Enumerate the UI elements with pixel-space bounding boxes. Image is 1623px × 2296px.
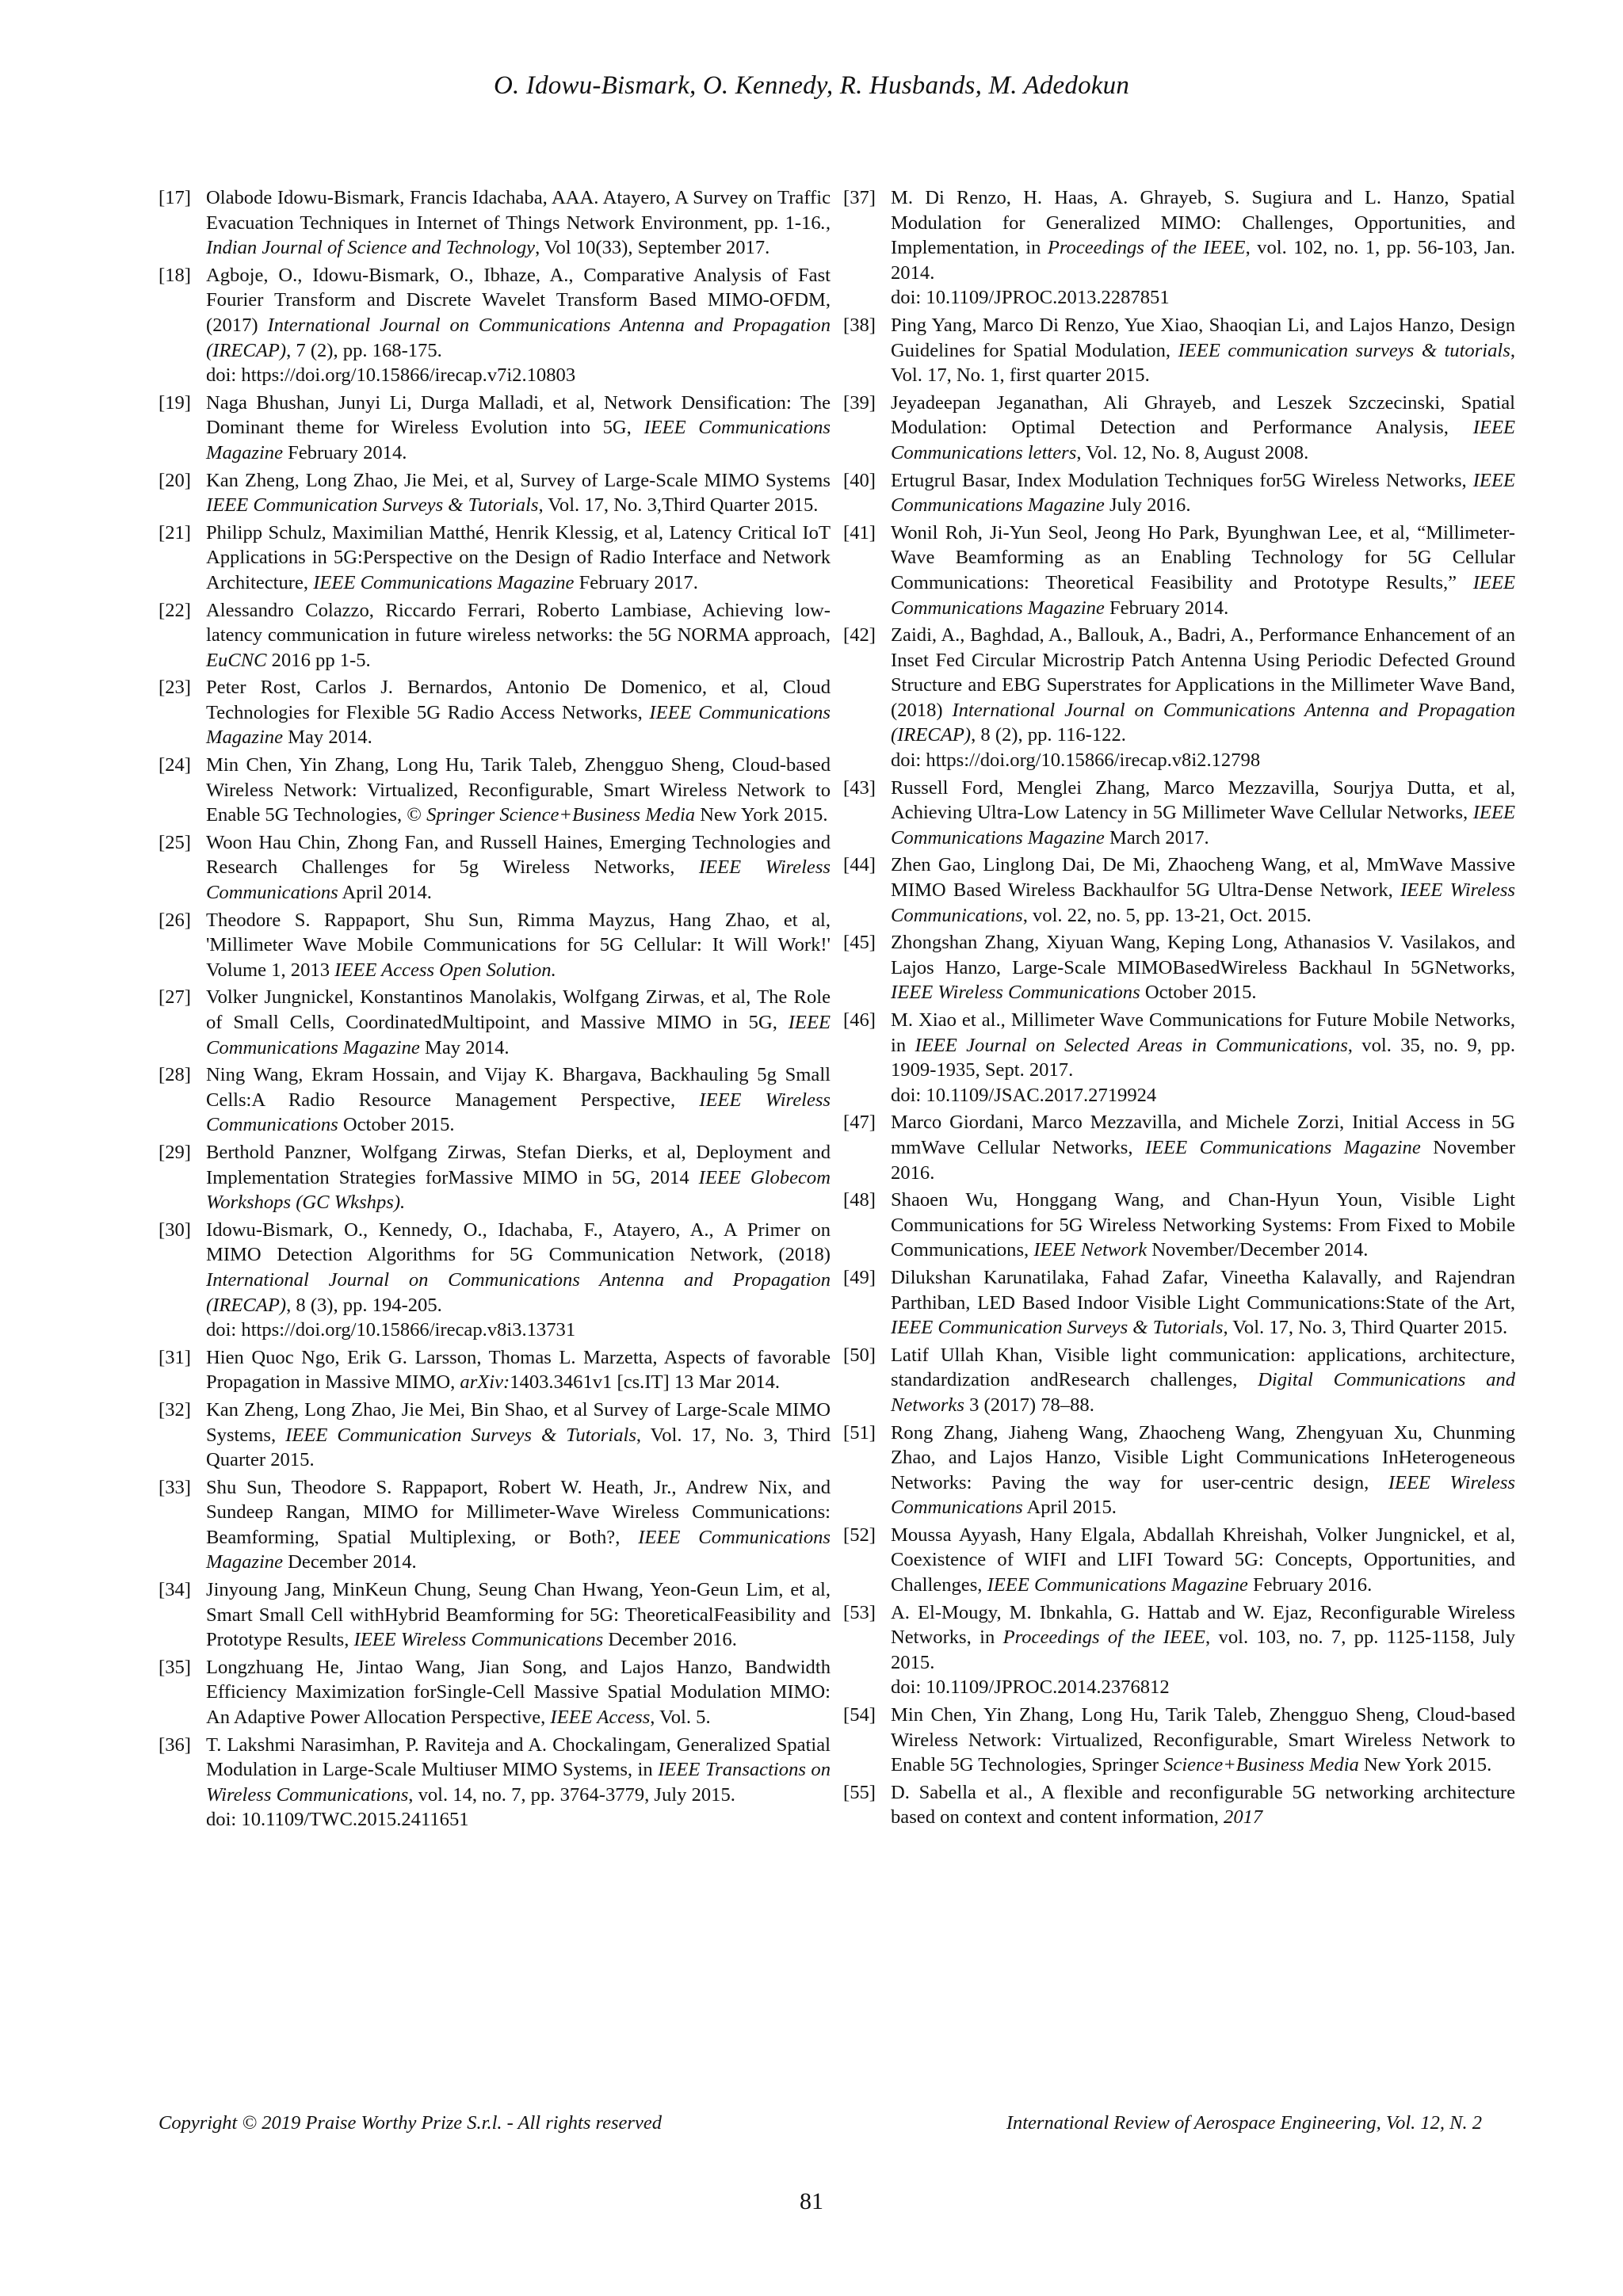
reference-segment: Ning Wang, Ekram Hossain, and Vijay K. Bhargava, Backhauling 5g Small Cells:A Radio Resource Management Perspective, bbox=[206, 1064, 831, 1111]
reference-segment: Volker Jungnickel, Konstantinos Manolakis, Wolfgang Zirwas, et al, The Role of Small Cells, CoordinatedMultipoint, and Massive MIMO in 5G, bbox=[206, 986, 831, 1033]
reference-venue: ., Indian Journal of Science and Technology bbox=[206, 212, 831, 259]
reference-segment: , vol. 22, no. 5, pp. 13-21, Oct. 2015. bbox=[1022, 904, 1312, 926]
reference-number: [44] bbox=[843, 854, 876, 876]
reference-entry bbox=[158, 830, 831, 906]
reference-segment: D. Sabella et al., A flexible and reconfigurable 5G networking architecture based on context and content information, bbox=[891, 1781, 1515, 1829]
reference-entry bbox=[843, 185, 1515, 311]
reference-segment: New York 2015. bbox=[1358, 1754, 1492, 1776]
reference-text bbox=[891, 1523, 1515, 1598]
reference-doi: doi: https://doi.org/10.15866/irecap.v7i2.10803 bbox=[206, 364, 576, 387]
reference-entry bbox=[843, 1008, 1515, 1108]
reference-number: [45] bbox=[843, 932, 876, 954]
reference-entry bbox=[843, 1523, 1515, 1598]
reference-venue: IEEE Communication Surveys & Tutorials bbox=[285, 1424, 636, 1446]
references-left-column bbox=[158, 185, 831, 1835]
reference-venue: IEEE Access bbox=[550, 1707, 651, 1729]
reference-text bbox=[206, 391, 831, 466]
reference-entry bbox=[843, 623, 1515, 773]
reference-number: [19] bbox=[158, 391, 191, 414]
reference-text bbox=[206, 1140, 831, 1215]
reference-number: [36] bbox=[158, 1733, 191, 1756]
reference-text bbox=[206, 598, 831, 673]
reference-entry bbox=[843, 1600, 1515, 1700]
reference-venue: Science+Business Media bbox=[1163, 1754, 1359, 1776]
reference-segment: , 8 (3), pp. 194-205. bbox=[286, 1294, 442, 1316]
reference-entry bbox=[158, 598, 831, 673]
reference-number: [43] bbox=[843, 776, 876, 799]
footer-copyright: Copyright © 2019 Praise Worthy Prize S.r.l. - All rights reserved bbox=[158, 2112, 662, 2134]
reference-segment: Rong Zhang, Jiaheng Wang, Zhaocheng Wang, Zhengyuan Xu, Chunming Zhao, and Lajos Hanzo, Visible Light Communications InHeterogeneous Networks: Paving the way for user-centric design, bbox=[891, 1421, 1515, 1493]
reference-entry bbox=[843, 313, 1515, 388]
reference-segment: February 2017. bbox=[574, 571, 698, 593]
reference-text bbox=[206, 1345, 831, 1395]
reference-entry bbox=[843, 468, 1515, 518]
reference-segment: Hien Quoc Ngo, Erik G. Larsson, Thomas L. Marzetta, Aspects of favorable Propagation in Massive MIMO, bbox=[206, 1346, 831, 1394]
reference-segment: Moussa Ayyash, Hany Elgala, Abdallah Khreishah, Volker Jungnickel, et al, Coexistence of WIFI and LIFI Toward 5G: Concepts, Opportunities, and Challenges, bbox=[891, 1524, 1515, 1596]
reference-text bbox=[206, 985, 831, 1060]
reference-text bbox=[206, 1475, 831, 1575]
reference-number: [46] bbox=[843, 1009, 876, 1031]
reference-text bbox=[206, 1062, 831, 1138]
reference-entry bbox=[843, 1421, 1515, 1520]
reference-text bbox=[206, 830, 831, 906]
reference-entry bbox=[843, 1265, 1515, 1341]
reference-segment: Longzhuang He, Jintao Wang, Jian Song, and Lajos Hanzo, Bandwidth Efficiency Maximization forSingle-Cell Massive Spatial Modulation MIMO: An Adaptive Power Allocation Perspective, bbox=[206, 1656, 831, 1729]
reference-number: [29] bbox=[158, 1141, 191, 1163]
reference-venue: IEEE Communications Magazine bbox=[987, 1574, 1248, 1596]
reference-text bbox=[206, 521, 831, 596]
reference-venue: International Journal on Communications Antenna and Propagation (IRECAP) bbox=[206, 314, 831, 361]
reference-entry bbox=[158, 1398, 831, 1473]
reference-text bbox=[206, 1218, 831, 1343]
reference-number: [49] bbox=[843, 1266, 876, 1288]
reference-text bbox=[891, 391, 1515, 466]
reference-segment: October 2015. bbox=[338, 1114, 455, 1136]
reference-number: [55] bbox=[843, 1781, 876, 1803]
reference-text bbox=[891, 1421, 1515, 1520]
reference-segment: , vol. 35, no. 9, pp. 1909-1935, Sept. 2017. bbox=[891, 1034, 1516, 1081]
reference-segment: Olabode Idowu-Bismark, Francis Idachaba, AAA. Atayero, A Survey on Traffic Evacuation Techniques in Internet of Things Network Environment, pp. 1-16 bbox=[206, 187, 831, 234]
reference-number: [17] bbox=[158, 187, 191, 208]
reference-segment: Ertugrul Basar, Index Modulation Techniques for5G Wireless Networks, bbox=[891, 469, 1473, 491]
reference-venue: IEEE Wireless Communications bbox=[891, 982, 1140, 1004]
reference-segment: November/December 2014. bbox=[1147, 1239, 1369, 1261]
reference-segment: Theodore S. Rappaport, Shu Sun, Rimma Mayzus, Hang Zhao, et al, 'Millimeter Wave Mobile Communications for 5G Cellular: It Will Work!' Volume 1, 2013 bbox=[206, 909, 831, 981]
reference-segment: 3 (2017) 78–88. bbox=[964, 1394, 1094, 1416]
reference-entry bbox=[843, 521, 1515, 620]
reference-segment: July 2016. bbox=[1104, 494, 1191, 517]
reference-venue: IEEE Globecom Workshops (GC Wkshps). bbox=[206, 1166, 831, 1214]
reference-segment: Shu Sun, Theodore S. Rappaport, Robert W. Heath, Jr., Andrew Nix, and Sundeep Rangan, MIMO for Millimeter-Wave Wireless Communications: Beamforming, Spatial Multiplexing, or Both?, bbox=[206, 1476, 831, 1548]
reference-segment: Kan Zheng, Long Zhao, Jie Mei, et al, Survey of Large-Scale MIMO Systems bbox=[206, 469, 831, 491]
reference-segment: Philipp Schulz, Maximilian Matthé, Henrik Klessig, et al, Latency Critical IoT Applications in 5G:Perspective on the Design of Radio Interface and Network Architecture, bbox=[206, 521, 831, 593]
reference-number: [42] bbox=[843, 624, 876, 646]
reference-segment: Alessandro Colazzo, Riccardo Ferrari, Roberto Lambiase, Achieving low-latency communication in future wireless networks: the 5G NORMA approach, bbox=[206, 599, 831, 646]
reference-venue: International Journal on Communications Antenna and Propagation (IRECAP) bbox=[891, 699, 1516, 746]
reference-number: [47] bbox=[843, 1112, 876, 1134]
reference-segment: M. Di Renzo, H. Haas, A. Ghrayeb, S. Sugiura and L. Hanzo, Spatial Modulation for Generalized MIMO: Challenges, Opportunities, and Implementation, in bbox=[891, 187, 1515, 259]
reference-entry bbox=[158, 1062, 831, 1138]
reference-segment: A. El-Mougy, M. Ibnkahla, G. Hattab and W. Ejaz, Reconfigurable Wireless Networks, in bbox=[891, 1601, 1515, 1649]
reference-segment: , Vol. 17, No. 1, first quarter 2015. bbox=[891, 339, 1515, 387]
reference-segment: December 2014. bbox=[283, 1551, 417, 1573]
reference-segment: Idowu-Bismark, O., Kennedy, O., Idachaba, F., Atayero, A., A Primer on MIMO Detection Algorithms for 5G Communication Network, (2018) bbox=[206, 1219, 831, 1266]
reference-text bbox=[891, 1008, 1515, 1108]
reference-entry bbox=[158, 1655, 831, 1730]
reference-segment: Jeyadeepan Jeganathan, Ali Ghrayeb, and Leszek Szczecinski, Spatial Modulation: Optimal Detection and Performance Analysis, bbox=[891, 391, 1515, 439]
reference-entry bbox=[158, 263, 831, 388]
reference-number: [52] bbox=[843, 1524, 876, 1546]
reference-doi: doi: 10.1109/TWC.2015.2411651 bbox=[206, 1809, 469, 1831]
reference-segment: Shaoen Wu, Honggang Wang, and Chan-Hyun Youn, Visible Light Communications for 5G Wireless Networking Systems: From Fixed to Mobile Communications, bbox=[891, 1189, 1515, 1261]
reference-doi: doi: 10.1109/JPROC.2014.2376812 bbox=[891, 1676, 1170, 1699]
reference-segment: , 8 (2), pp. 116-122. bbox=[971, 724, 1126, 746]
reference-entry bbox=[158, 675, 831, 750]
reference-number: [41] bbox=[843, 521, 876, 543]
reference-venue: IEEE Communications Magazine bbox=[891, 571, 1515, 619]
reference-doi: doi: 10.1109/JSAC.2017.2719924 bbox=[891, 1084, 1157, 1106]
reference-text bbox=[891, 930, 1515, 1005]
reference-number: [32] bbox=[158, 1398, 191, 1421]
reference-segment: , vol. 103, no. 7, pp. 1125-1158, July 2015. bbox=[891, 1627, 1515, 1673]
reference-number: [25] bbox=[158, 831, 191, 853]
reference-text bbox=[891, 313, 1515, 388]
reference-venue: IEEE Communications Magazine bbox=[206, 1526, 831, 1573]
reference-segment: April 2014. bbox=[338, 882, 432, 904]
reference-text bbox=[891, 1780, 1515, 1830]
reference-entry bbox=[158, 1218, 831, 1343]
reference-venue: IEEE Communications Magazine bbox=[1144, 1136, 1421, 1158]
reference-text bbox=[891, 852, 1515, 928]
reference-text bbox=[891, 1343, 1515, 1418]
reference-venue: IEEE Wireless Communications bbox=[206, 1089, 831, 1136]
reference-venue: EuCNC bbox=[206, 649, 267, 671]
reference-venue: IEEE Communication Surveys & Tutorials bbox=[206, 494, 539, 517]
reference-segment: Latif Ullah Khan, Visible light communication: applications, architecture, standardization andResearch challenges, bbox=[891, 1344, 1515, 1391]
reference-text bbox=[891, 468, 1515, 518]
reference-number: [38] bbox=[843, 314, 876, 336]
reference-number: [20] bbox=[158, 469, 191, 491]
reference-entry bbox=[158, 468, 831, 518]
reference-number: [33] bbox=[158, 1476, 191, 1498]
references-right-column bbox=[843, 185, 1515, 1833]
reference-segment: May 2014. bbox=[283, 727, 372, 749]
running-header: O. Idowu-Bismark, O. Kennedy, R. Husbands, M. Adedokun bbox=[493, 71, 1130, 100]
reference-number: [37] bbox=[843, 187, 876, 208]
reference-segment: Russell Ford, Menglei Zhang, Marco Mezzavilla, Sourjya Dutta, et al, Achieving Ultra-Low Latency in 5G Millimeter Wave Cellular Networks, bbox=[891, 776, 1515, 824]
reference-venue: International Journal on Communications Antenna and Propagation (IRECAP) bbox=[206, 1268, 831, 1316]
reference-segment: New York 2015. bbox=[695, 804, 828, 826]
reference-venue: Springer Science+Business Media bbox=[426, 804, 696, 826]
reference-entry bbox=[843, 1703, 1515, 1778]
reference-segment: Zaidi, A., Baghdad, A., Ballouk, A., Badri, A., Performance Enhancement of an Inset Fed Circular Microstrip Patch Antenna Using Periodic Defected Ground Structure and EBG Superstrates for Applications in the Millimeter Wave Band, (2018) bbox=[891, 624, 1515, 721]
reference-segment: Min Chen, Yin Zhang, Long Hu, Tarik Taleb, Zhengguo Sheng, Cloud-based Wireless Network: Virtualized, Reconfigurable, Smart Wireless Network to Enable 5G Technologies, © bbox=[206, 754, 831, 826]
reference-entry bbox=[843, 930, 1515, 1005]
reference-text bbox=[891, 185, 1515, 311]
reference-number: [24] bbox=[158, 754, 191, 776]
reference-number: [27] bbox=[158, 986, 191, 1009]
reference-venue: IEEE Wireless Communications bbox=[206, 856, 831, 904]
reference-text bbox=[891, 1265, 1515, 1341]
reference-number: [30] bbox=[158, 1219, 191, 1241]
reference-segment: November 2016. bbox=[891, 1136, 1516, 1184]
reference-segment: Jinyoung Jang, MinKeun Chung, Seung Chan Hwang, Yeon-Geun Lim, et al, Smart Small Cell withHybrid Beamforming for 5G: TheoreticalFeasibility and Prototype Results, bbox=[206, 1579, 831, 1651]
reference-segment: M. Xiao et al., Millimeter Wave Communications for Future Mobile Networks, in bbox=[891, 1009, 1515, 1056]
reference-venue: 2017 bbox=[1224, 1806, 1263, 1829]
reference-venue: IEEE Wireless Communications bbox=[891, 1471, 1515, 1519]
reference-text bbox=[206, 468, 831, 518]
reference-number: [35] bbox=[158, 1656, 191, 1678]
reference-venue: IEEE Communications Magazine bbox=[206, 1012, 831, 1058]
reference-segment: March 2017. bbox=[1104, 826, 1209, 849]
reference-venue: IEEE Communications letters bbox=[891, 417, 1515, 463]
reference-segment: Ping Yang, Marco Di Renzo, Yue Xiao, Shaoqian Li, and Lajos Hanzo, Design Guidelines for Spatial Modulation, bbox=[891, 314, 1515, 361]
reference-entry bbox=[843, 391, 1515, 466]
reference-segment: , Vol 10(33), September 2017. bbox=[535, 237, 770, 259]
reference-venue: IEEE Communications Magazine bbox=[206, 701, 831, 749]
reference-entry bbox=[158, 521, 831, 596]
reference-number: [54] bbox=[843, 1704, 876, 1726]
reference-number: [39] bbox=[843, 391, 876, 414]
reference-segment: February 2014. bbox=[1104, 597, 1229, 619]
reference-segment: Dilukshan Karunatilaka, Fahad Zafar, Vineetha Kalavally, and Rajendran Parthiban, LED Based Indoor Visible Light Communications:State of the Art, bbox=[891, 1266, 1515, 1314]
reference-segment: February 2014. bbox=[283, 441, 407, 463]
reference-entry bbox=[158, 1733, 831, 1833]
reference-venue: IEEE Communication Surveys & Tutorials bbox=[891, 1317, 1224, 1339]
reference-entry bbox=[843, 1343, 1515, 1418]
reference-entry bbox=[158, 1577, 831, 1653]
reference-text bbox=[891, 1703, 1515, 1778]
reference-number: [48] bbox=[843, 1189, 876, 1211]
reference-entry bbox=[843, 1780, 1515, 1830]
reference-number: [23] bbox=[158, 677, 191, 699]
reference-text bbox=[891, 776, 1515, 851]
reference-venue: IEEE Communications Magazine bbox=[891, 802, 1515, 849]
reference-segment: Naga Bhushan, Junyi Li, Durga Malladi, et al, Network Densification: The Dominant theme for Wireless Evolution into 5G, bbox=[206, 391, 831, 439]
reference-segment: , vol. 102, no. 1, pp. 56-103, Jan. 2014. bbox=[891, 237, 1515, 284]
reference-number: [50] bbox=[843, 1344, 876, 1366]
reference-number: [18] bbox=[158, 264, 191, 286]
reference-text bbox=[206, 1733, 831, 1833]
reference-entry bbox=[158, 985, 831, 1060]
reference-text bbox=[206, 263, 831, 388]
reference-segment: Wonil Roh, Ji-Yun Seol, Jeong Ho Park, Byunghwan Lee, et al, “Millimeter-Wave Beamforming as an Enabling Technology for 5G Cellular Communications: Theoretical Feasibility and Prototype Results,” bbox=[891, 521, 1515, 593]
reference-text bbox=[206, 1398, 831, 1473]
reference-entry bbox=[158, 908, 831, 983]
reference-segment: Woon Hau Chin, Zhong Fan, and Russell Haines, Emerging Technologies and Research Challenges for 5g Wireless Networks, bbox=[206, 831, 831, 879]
reference-text bbox=[891, 1600, 1515, 1700]
reference-venue: IEEE Transactions on Wireless Communications bbox=[206, 1759, 831, 1806]
reference-venue: IEEE Communications Magazine bbox=[313, 571, 575, 593]
reference-text bbox=[206, 908, 831, 983]
reference-segment: Berthold Panzner, Wolfgang Zirwas, Stefan Dierks, et al, Deployment and Implementation Strategies forMassive MIMO in 5G, 2014 bbox=[206, 1141, 831, 1188]
reference-entry bbox=[158, 391, 831, 466]
reference-segment: , Vol. 17, No. 3, Third Quarter 2015. bbox=[1223, 1317, 1508, 1339]
reference-venue: arXiv: bbox=[460, 1371, 510, 1394]
footer-journal: International Review of Aerospace Engineering, Vol. 12, N. 2 bbox=[1006, 2112, 1482, 2134]
reference-segment: , Vol. 17, No. 3, Third Quarter 2015. bbox=[206, 1424, 831, 1471]
reference-text bbox=[206, 753, 831, 828]
reference-segment: T. Lakshmi Narasimhan, P. Raviteja and A. Chockalingam, Generalized Spatial Modulation in Large-Scale Multiuser MIMO Systems, in bbox=[206, 1733, 831, 1781]
reference-segment: , Vol. 12, No. 8, August 2008. bbox=[1076, 441, 1309, 463]
reference-segment: 2016 pp 1-5. bbox=[266, 649, 371, 671]
reference-text bbox=[891, 1188, 1515, 1263]
reference-number: [40] bbox=[843, 469, 876, 491]
reference-segment: 1403.3461v1 [cs.IT] 13 Mar 2014. bbox=[510, 1371, 781, 1394]
reference-entry bbox=[843, 776, 1515, 851]
reference-number: [21] bbox=[158, 521, 191, 543]
reference-segment: Kan Zheng, Long Zhao, Jie Mei, Bin Shao, et al Survey of Large-Scale MIMO Systems, bbox=[206, 1398, 831, 1446]
reference-segment: February 2016. bbox=[1247, 1574, 1373, 1596]
reference-number: [34] bbox=[158, 1579, 191, 1601]
reference-segment: , Vol. 5. bbox=[650, 1707, 711, 1729]
reference-doi: doi: https://doi.org/10.15866/irecap.v8i3.13731 bbox=[206, 1319, 576, 1341]
reference-doi: doi: 10.1109/JPROC.2013.2287851 bbox=[891, 287, 1170, 309]
reference-segment: April 2015. bbox=[1022, 1497, 1117, 1519]
reference-segment: Marco Giordani, Marco Mezzavilla, and Michele Zorzi, Initial Access in 5G mmWave Cellular Networks, bbox=[891, 1112, 1515, 1158]
reference-segment: Peter Rost, Carlos J. Bernardos, Antonio De Domenico, et al, Cloud Technologies for Flexible 5G Radio Access Networks, bbox=[206, 677, 831, 723]
reference-segment: May 2014. bbox=[419, 1036, 510, 1058]
reference-segment: Min Chen, Yin Zhang, Long Hu, Tarik Taleb, Zhengguo Sheng, Cloud-based Wireless Network: Virtualized, Reconfigurable, Smart Wireless Network to Enable 5G Technologies, Springer bbox=[891, 1704, 1515, 1776]
reference-entry bbox=[843, 1188, 1515, 1263]
reference-venue: Proceedings of the IEEE bbox=[1002, 1627, 1206, 1649]
reference-number: [31] bbox=[158, 1346, 191, 1368]
reference-number: [26] bbox=[158, 909, 191, 931]
reference-venue: IEEE Wireless Communications bbox=[353, 1629, 604, 1651]
reference-number: [53] bbox=[843, 1601, 876, 1623]
reference-entry bbox=[843, 852, 1515, 928]
reference-text bbox=[891, 623, 1515, 773]
reference-venue: Proceedings of the IEEE bbox=[1047, 237, 1246, 259]
reference-segment: Zhen Gao, Linglong Dai, De Mi, Zhaocheng Wang, et al, MmWave Massive MIMO Based Wireless Backhaulfor 5G Ultra-Dense Network, bbox=[891, 854, 1515, 902]
reference-segment: December 2016. bbox=[603, 1629, 737, 1651]
reference-segment: Agboje, O., Idowu-Bismark, O., Ibhaze, A., Comparative Analysis of Fast Fourier Transform and Discrete Wavelet Transform Based MIMO-OFDM, (2017) bbox=[206, 264, 831, 336]
reference-segment: , Vol. 17, No. 3,Third Quarter 2015. bbox=[538, 494, 819, 517]
reference-venue: IEEE communication surveys & tutorials bbox=[1178, 339, 1510, 361]
reference-segment: October 2015. bbox=[1140, 982, 1257, 1004]
reference-text bbox=[206, 185, 831, 261]
reference-venue: Digital Communications and Networks bbox=[891, 1369, 1515, 1416]
reference-text bbox=[206, 1655, 831, 1730]
reference-number: [22] bbox=[158, 599, 191, 621]
reference-venue: IEEE Journal on Selected Areas in Communications bbox=[915, 1034, 1348, 1056]
reference-entry bbox=[158, 1140, 831, 1215]
reference-entry bbox=[843, 1110, 1515, 1185]
reference-entry bbox=[158, 1475, 831, 1575]
reference-venue: IEEE Access Open Solution. bbox=[334, 959, 556, 981]
reference-entry bbox=[158, 753, 831, 828]
reference-text bbox=[206, 675, 831, 750]
reference-entry bbox=[158, 185, 831, 261]
reference-number: [51] bbox=[843, 1421, 876, 1444]
reference-doi: doi: https://doi.org/10.15866/irecap.v8i2.12798 bbox=[891, 749, 1261, 772]
reference-text bbox=[891, 521, 1515, 620]
reference-text bbox=[206, 1577, 831, 1653]
reference-segment: , vol. 14, no. 7, pp. 3764-3779, July 2015. bbox=[408, 1783, 735, 1806]
reference-venue: IEEE Wireless Communications bbox=[891, 879, 1516, 926]
reference-segment: , 7 (2), pp. 168-175. bbox=[286, 339, 442, 361]
reference-segment: Zhongshan Zhang, Xiyuan Wang, Keping Long, Athanasios V. Vasilakos, and Lajos Hanzo, Large-Scale MIMOBasedWireless Backhaul In 5GNetworks, bbox=[891, 932, 1515, 978]
reference-venue: IEEE Communications Magazine bbox=[206, 417, 831, 463]
reference-text bbox=[891, 1110, 1515, 1185]
page-number: 81 bbox=[800, 2188, 823, 2214]
reference-entry bbox=[158, 1345, 831, 1395]
reference-number: [28] bbox=[158, 1064, 191, 1086]
reference-venue: IEEE Communications Magazine bbox=[891, 469, 1515, 517]
reference-venue: IEEE Network bbox=[1033, 1239, 1148, 1261]
